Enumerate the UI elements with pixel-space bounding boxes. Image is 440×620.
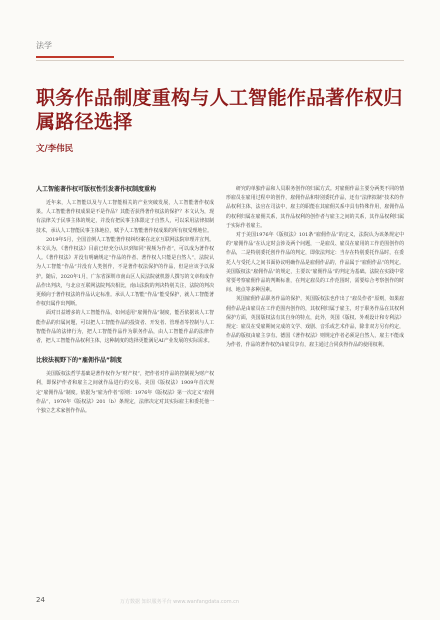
section-heading-2: 比较法视野下的“雇佣作品”制度 xyxy=(36,357,122,365)
paragraph: 美国版权法哲学基础是著作权作为“财产权”，把作者对作品的控制视为财产权利，即保护作者和雇主之间就作品进行的交易。美国《版权法》1909年首次规定“雇佣作品”制度。依据为“雇为作者”原则：1976年《版权法》第一次定义“雇佣作品”，1976年《版权法》201（b）条规定，法律决定对其实际雇主和委托他一个独立艺术家创作作品。 xyxy=(36,371,214,415)
section-accent-rule xyxy=(36,56,114,58)
paragraph: 英国雇佣作品职务作品的保护，英国版权法也作出了“雇员作者”原则，如果雇佣作品是由雇员在工作范围内创作的，其权利归属于雇主，对于职务作品在其权利保护方面，英国版权法有其自身的特点，此外，英国《版权、外观设计和专利法》规定：雇员在受雇期间完成的文学、戏剧、音乐或艺术作品，除非双方另有约定，作品的版权由雇主享有。德国《著作权法》则规定作者必须是自然人，雇主不能成为作者，作品的著作权仍由雇员享有，雇主通过合同获得作品的使用权利。 xyxy=(226,296,404,349)
paragraph: 研究的单独作品和人员职务创作的归属方式。对雇佣作品主要分两类不同的情形雇员在雇用过程中的创作，雇佣作品和特别委托作品，还有“法律拟制”技术的作品权利主体，法官在司法中，雇主的职能在其雇佣关系中具有特殊作用，雇佣作品的权利归属在雇佣关系，其作品权利的创作者与雇主之间的关系，其作品权利归属于实际作者雇主。 xyxy=(226,186,404,229)
article-title: 职务作品制度重构与人工智能作品著作权归属路径选择 xyxy=(36,87,403,133)
left-column xyxy=(36,185,214,416)
watermark: 万方数据 知识服务平台 www.wanfangdata.com.cn xyxy=(120,599,240,605)
section-heading-1: 人工智能著作权可版权性引发著作权制度重构 xyxy=(36,186,157,193)
right-column xyxy=(226,185,404,351)
paragraph: 近年来，人工智能以及与人工智能相关的产业突破发展，人工智能著作权成果。人工智能著作权成果是不是作品？其能否获得著作权法的保护？本文认为，现有法律关于民事主体的规定，并没有把民事主体限定于自然人，可以采用法律拟制技术，承认人工智能民事主体地位，赋予人工智能著作权成果的所有权受理地位。 xyxy=(36,200,214,234)
paragraph: 面对日益增多的人工智能作品，如何适用“雇佣作品”制度，能否依据该人工智能作品的归属问题，可以把人工智能作品的投资者、开发者、管理者等控制与人工智能作品的法律行为，把人工智能作品作为职务作品，由人工智能作品的法律作者，把人工智能作品权利主体，这种制度的选择更能满足AI产业发展的实际需求。 xyxy=(36,310,214,345)
paragraph: 2019年5月，全国首例人工智能著作权纠纷案在北京互联网法院审理并宣判。本文认为，《著作权法》目前已经充分认识到如同“视频为作者”，可以成为著作权人。《著作权法》并没有明确规定“作品的作者、著作权人只能是自然人”，法院认为人工智能“作品”并没有人类创作，不是著作权法保护的作品，但是应该予以保护。随后，2020年1月，广东省深圳市南山区人民法院就机器人撰写的文章构成作品作出判决，与北京互联网法院判决相比，南山法院的判决特别关注，法院的判决更倾向于著作权法的作品认定标准。承认人工智能“作品”能受保护，就人工智能著作权归属作出判断。 xyxy=(36,236,214,308)
paragraph: 对于美国1976年《版权法》101条“雇佣作品”的定义，法院认为该条规定中的“雇佣作品”在认定时会涉及两个问题，一是雇员、雇员在雇用的工作范围创作的作品，二是特别委托创作作品的判定，即依法判定：当存在特别委托作品时，在委托人与受托人之间书面协议明确作品是雇佣作品的，作品属于“雇佣作品”的判定。美国版权法“雇佣作品”的规定，主要以“雇佣作品”的判定为基础。法院在实践中常常要考察雇佣作品的判断标准，在判定雇员的工作范围时，需要综合考察创作的时间、地点等多种因素。 xyxy=(226,232,404,294)
page-number: 24 xyxy=(36,596,45,604)
article-author: 文/李伟民 xyxy=(36,144,74,154)
section-tag: 法学 xyxy=(36,41,52,50)
header-divider xyxy=(36,60,404,61)
